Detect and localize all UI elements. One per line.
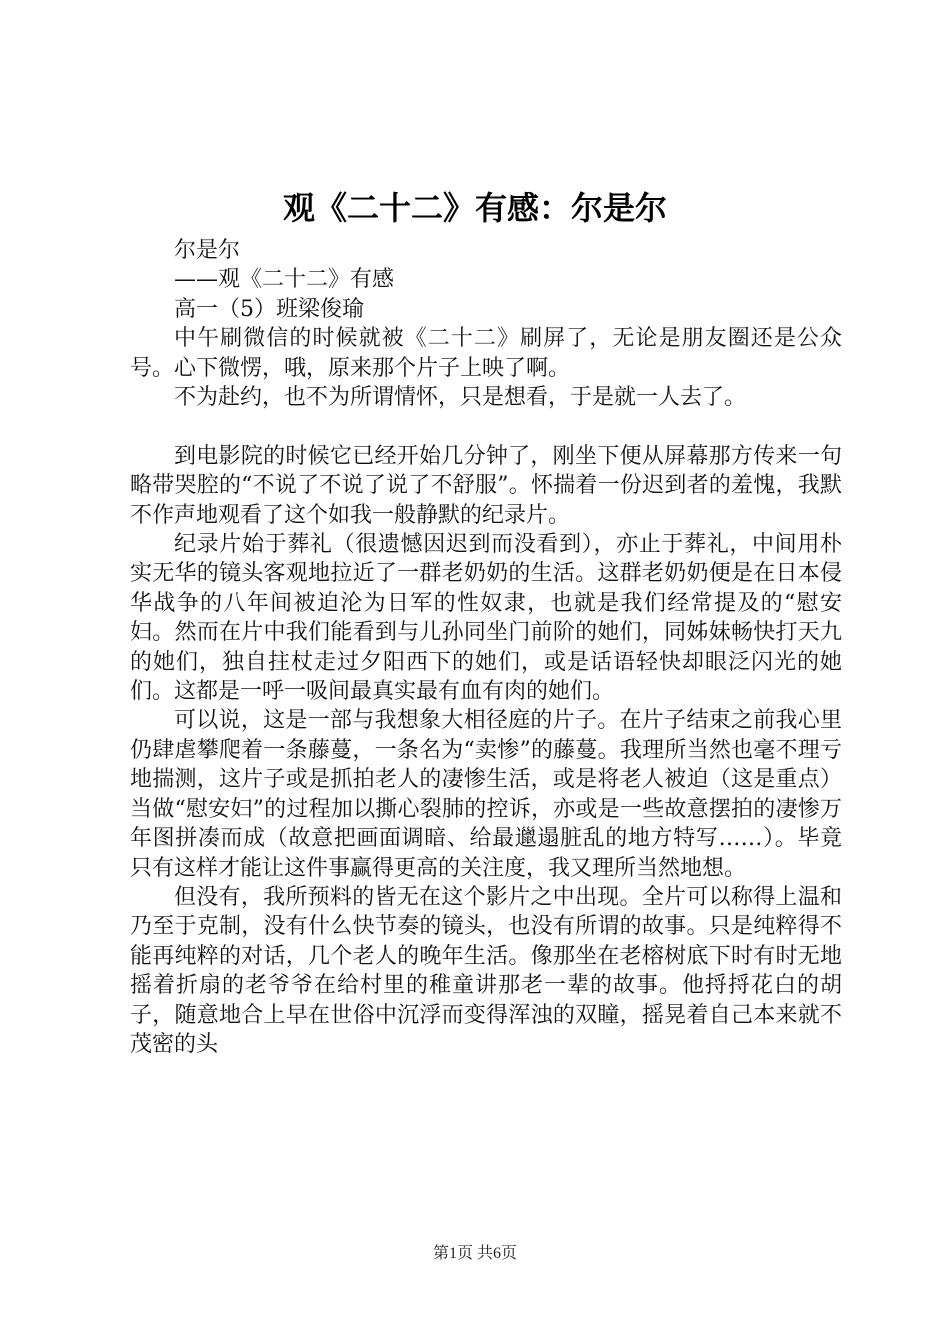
- paragraph: 可以说，这是一部与我想象大相径庭的片子。在片子结束之前我心里仍肆虐攀爬着一条藤蔓，一条名为“卖惨”的藤蔓。我理所当然也毫不理亏地揣测，这片子或是抓拍老人的凄惨生活，或是将老人被迫（这是重点）当做“慰安妇”的过程加以撕心裂肺的控诉，亦或是一些故意摆拍的凄惨万年图拼凑而成（故意把画面调暗、给最邋遢脏乱的地方特写……）。毕竟只有这样才能让这件事赢得更高的关注度，我又理所当然地想。: [130, 708, 842, 881]
- paragraph: 纪录片始于葬礼（很遗憾因迟到而没看到），亦止于葬礼，中间用朴实无华的镜头客观地拉近了一群老奶奶的生活。这群老奶奶便是在日本侵华战争的八年间被迫沦为日军的性奴隶，也就是我们经常提及的“慰安妇。然而在片中我们能看到与儿孙同坐门前阶的她们，同姊妹畅快打天九的她们，独自拄杖走过夕阳西下的她们，或是话语轻快却眼泛闪光的她们。这都是一呼一吸间最真实最有血有肉的她们。: [130, 532, 842, 705]
- paragraph: 中午刷微信的时候就被《二十二》刷屏了，无论是朋友圈还是公众号。心下微愣，哦，原来那个片子上映了啊。: [130, 326, 842, 381]
- page-footer: 第1页 共6页: [432, 1245, 517, 1262]
- paragraph: 但没有，我所预料的皆无在这个影片之中出现。全片可以称得上温和乃至于克制，没有什么快节奏的镜头，也没有所谓的故事。只是纯粹得不能再纯粹的对话，几个老人的晚年生活。像那坐在老榕树底下时有时无地摇着折扇的老爷爷在给村里的稚童讲那老一辈的故事。他捋捋花白的胡子，随意地合上早在世俗中沉浮而变得浑浊的双瞳，摇晃着自己本来就不茂密的头: [130, 884, 842, 1057]
- document-body: [130, 236, 842, 1059]
- paragraph: ——观《二十二》有感: [174, 267, 395, 293]
- paragraph: 尔是尔: [174, 238, 241, 263]
- paragraph: 高一（5）班梁俊瑜: [174, 296, 364, 322]
- paragraph: 不为赴约，也不为所谓情怀，只是想看，于是就一人去了。: [174, 385, 747, 411]
- blank-line: [130, 412, 842, 441]
- paragraph: 到电影院的时候它已经开始几分钟了，刚坐下便从屏幕那方传来一句略带哭腔的“不说了不说了说了不舒服”。怀揣着一份迟到者的羞愧，我默不作声地观看了这个如我一般静默的纪录片。: [130, 443, 842, 528]
- document-title: 观《二十二》有感：尔是尔: [282, 189, 667, 227]
